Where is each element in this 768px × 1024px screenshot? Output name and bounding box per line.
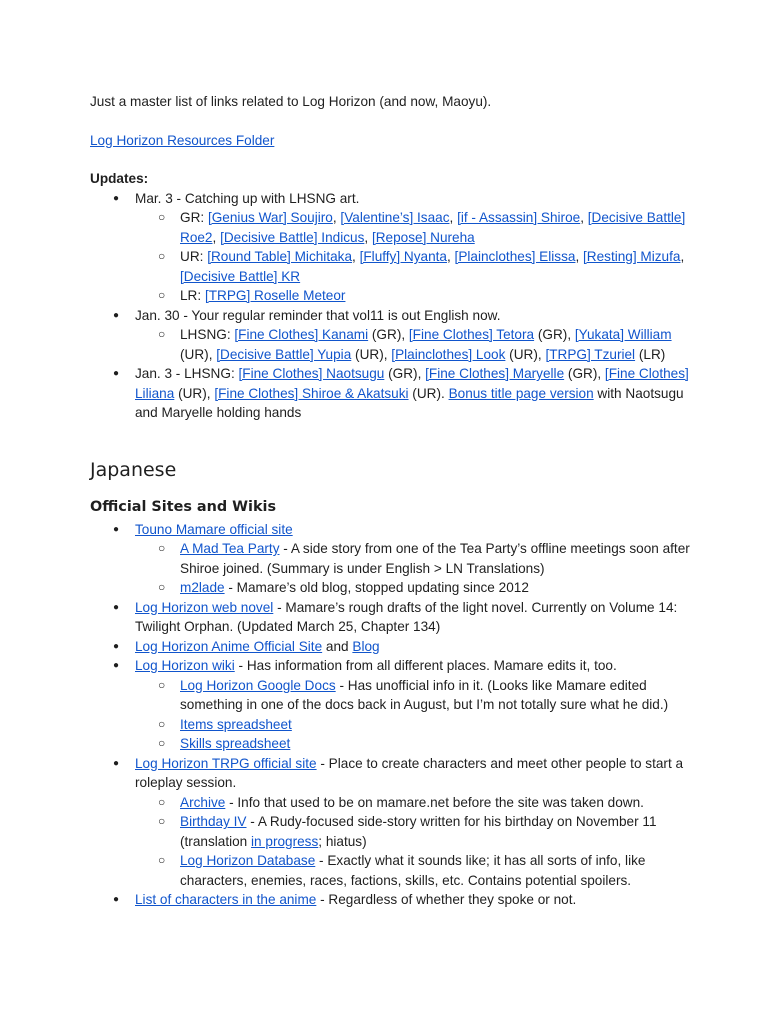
resources-folder-paragraph	[90, 131, 690, 151]
google-docs-desc: - Has unofficial info in it. (Looks like Mamare edited something in one of the docs back in August, but I’m not totally sure what he did.)	[180, 677, 669, 712]
gr-link-isaac[interactable]: [Valentine’s] Isaac	[340, 210, 450, 225]
gr-link-indicus[interactable]: [Decisive Battle] Indicus	[220, 229, 365, 245]
in-progress-link[interactable]: in progress	[251, 833, 319, 849]
mad-tea-party-link[interactable]: A Mad Tea Party	[180, 541, 280, 556]
ur-link-michitaka[interactable]: [Round Table] Michitaka	[207, 249, 353, 264]
gr-link-roe2[interactable]: [Decisive Battle] Roe2	[180, 210, 686, 245]
list-item-archive	[135, 793, 690, 813]
trpg-sublist	[135, 793, 690, 891]
update-item-mar3	[90, 189, 690, 306]
lhsng-prefix: LHSNG:	[180, 327, 235, 342]
jan3-link-shiroe-akatsuki[interactable]: [Fine Clothes] Shiroe & Akatsuki	[214, 385, 409, 401]
updates-list	[90, 189, 690, 423]
m2lade-link[interactable]: m2lade	[180, 580, 225, 595]
gr-link-soujiro[interactable]: [Genius War] Soujiro	[207, 210, 333, 225]
touno-site-link[interactable]: Touno Mamare official site	[135, 521, 293, 537]
lhsng-rarity: (UR),	[505, 346, 546, 362]
gr-link-nureha[interactable]: [Repose] Nureha	[371, 229, 475, 245]
gr-link-shiroe[interactable]: [if - Assassin] Shiroe	[457, 210, 581, 225]
update-item-jan3	[90, 364, 690, 423]
jan3-link-naotsugu[interactable]: [Fine Clothes] Naotsugu	[238, 366, 385, 381]
ur-link-mizufa[interactable]: [Resting] Mizufa	[583, 249, 681, 264]
list-item-birthday	[135, 812, 690, 851]
ur-link-nyanta[interactable]: [Fluffy] Nyanta	[359, 249, 447, 264]
gr-prefix: GR:	[180, 210, 208, 225]
intro-text: Just a master list of links related to Log Horizon (and now, Maoyu).	[90, 94, 492, 109]
list-item-wiki	[90, 656, 690, 754]
japanese-heading: Japanese	[90, 458, 177, 481]
lhsng-rarity: (GR),	[368, 327, 409, 342]
web-novel-desc: - Mamare’s rough drafts of the light novel. Currently on Volume 14: Twilight Orphan. (Updated March 25, Chapter 134)	[135, 599, 678, 634]
official-sites-list	[90, 520, 690, 910]
lhsng-rarity: (UR),	[351, 346, 392, 362]
database-link[interactable]: Log Horizon Database	[180, 853, 316, 868]
ur-prefix: UR:	[180, 249, 208, 264]
list-item-google-docs	[135, 676, 690, 715]
update-text: Mar. 3 - Catching up with LHSNG art.	[135, 190, 360, 206]
ur-link-kr[interactable]: [Decisive Battle] KR	[180, 268, 301, 284]
trpg-site-link[interactable]: Log Horizon TRPG official site	[135, 755, 317, 771]
mad-tea-party-desc: - A side story from one of the Tea Party’s offline meetings soon after Shiroe joined. (Summary is under English > LN Translations)	[180, 541, 690, 576]
wiki-desc: - Has information from all different places. Mamare edits it, too.	[234, 658, 617, 673]
touno-sublist	[135, 539, 690, 598]
trpg-desc: - Place to create characters and meet other people to start a roleplay session.	[135, 755, 684, 790]
official-sites-heading: Official Sites and Wikis	[90, 498, 277, 515]
anime-site-link[interactable]: Log Horizon Anime Official Site	[135, 638, 323, 654]
wiki-link[interactable]: Log Horizon wiki	[135, 658, 235, 673]
resources-folder-link[interactable]: Log Horizon Resources Folder	[90, 132, 275, 148]
jan3-trailing-text: with Naotsugu and Maryelle holding hands	[135, 385, 684, 420]
anime-site-and: and	[322, 638, 353, 654]
update-sublist	[135, 208, 690, 306]
jan3-link-liliana[interactable]: [Fine Clothes] Liliana	[135, 366, 689, 401]
items-spreadsheet-link[interactable]: Items spreadsheet	[180, 716, 292, 732]
update-text: Jan. 30 - Your regular reminder that vol11 is out English now.	[135, 307, 501, 323]
list-item-m2lade	[135, 578, 690, 598]
lhsng-rarity: (UR),	[180, 346, 217, 362]
skills-spreadsheet-link[interactable]: Skills spreadsheet	[180, 736, 291, 751]
google-docs-link[interactable]: Log Horizon Google Docs	[180, 677, 336, 693]
update-sublist	[135, 325, 690, 364]
ur-link-elissa[interactable]: [Plainclothes] Elissa	[454, 249, 576, 264]
lhsng-rarity: (GR),	[534, 327, 575, 342]
lhsng-link-tzuriel[interactable]: [TRPG] Tzuriel	[545, 346, 636, 362]
jan3-link-bonus-title-page[interactable]: Bonus title page version	[448, 385, 594, 401]
updates-heading: Updates:	[90, 171, 149, 186]
jan3-rarity: (GR),	[384, 366, 426, 381]
update-item-jan30	[90, 306, 690, 365]
m2lade-desc: - Mamare’s old blog, stopped updating since 2012	[224, 580, 529, 595]
lr-link-roselle[interactable]: [TRPG] Roselle Meteor	[204, 288, 346, 303]
update-lhsng-item	[135, 325, 690, 364]
birthday-iv-hiatus: ; hiatus)	[318, 833, 367, 849]
birthday-iv-link[interactable]: Birthday IV	[180, 814, 247, 829]
list-item-touno	[90, 520, 690, 598]
database-desc: - Exactly what it sounds like; it has all sorts of info, like characters, enemies, races, factions, skills, etc. Contains potential spoilers.	[180, 853, 646, 888]
document-body	[90, 92, 690, 910]
lhsng-link-tetora[interactable]: [Fine Clothes] Tetora	[408, 327, 535, 342]
list-item-anime-site	[90, 637, 690, 657]
list-item-trpg	[90, 754, 690, 891]
wiki-sublist	[135, 676, 690, 754]
lhsng-link-yupia[interactable]: [Decisive Battle] Yupia	[216, 346, 352, 362]
lhsng-link-william[interactable]: [Yukata] William	[574, 327, 672, 342]
jan3-rarity: (UR),	[174, 385, 215, 401]
lhsng-link-look[interactable]: [Plainclothes] Look	[391, 346, 506, 362]
jan3-rarity: (GR),	[564, 366, 605, 381]
archive-desc: - Info that used to be on mamare.net before the site was taken down.	[225, 794, 644, 810]
update-lr-item	[135, 286, 690, 306]
update-prefix: Jan. 3 - LHSNG:	[135, 366, 239, 381]
update-ur-item: ○ UR: [Round Table] Michitaka, [Fluffy] Nyanta, [Plainclothes] Elissa, [Resting] Mizufa, [Decisive Battle] KR	[135, 247, 690, 286]
birthday-iv-desc: - A Rudy-focused side-story written for his birthday on November 11 (translation	[180, 814, 657, 849]
lhsng-link-kanami[interactable]: [Fine Clothes] Kanami	[234, 327, 369, 342]
list-item-characters	[90, 890, 690, 910]
list-item-items	[135, 715, 690, 735]
update-gr-item: ○ GR: [Genius War] Soujiro, [Valentine’s] Isaac, [if - Assassin] Shiroe, [Decisive Battle] Roe2, [Decisive Battle] Indicus, [Repose] Nureha	[135, 208, 690, 247]
list-item-web-novel	[90, 598, 690, 637]
lhsng-rarity: (LR)	[635, 346, 666, 362]
characters-list-desc: - Regardless of whether they spoke or not.	[316, 892, 577, 907]
web-novel-link[interactable]: Log Horizon web novel	[135, 599, 274, 615]
anime-blog-link[interactable]: Blog	[352, 638, 380, 654]
list-item-mad-tea	[135, 539, 690, 578]
archive-link[interactable]: Archive	[180, 794, 226, 810]
jan3-rarity: (UR).	[408, 385, 449, 401]
characters-list-link[interactable]: List of characters in the anime	[135, 892, 317, 907]
lr-prefix: LR:	[180, 288, 205, 303]
list-item-skills	[135, 734, 690, 754]
list-item-database	[135, 851, 690, 890]
jan3-link-maryelle[interactable]: [Fine Clothes] Maryelle	[425, 366, 565, 381]
